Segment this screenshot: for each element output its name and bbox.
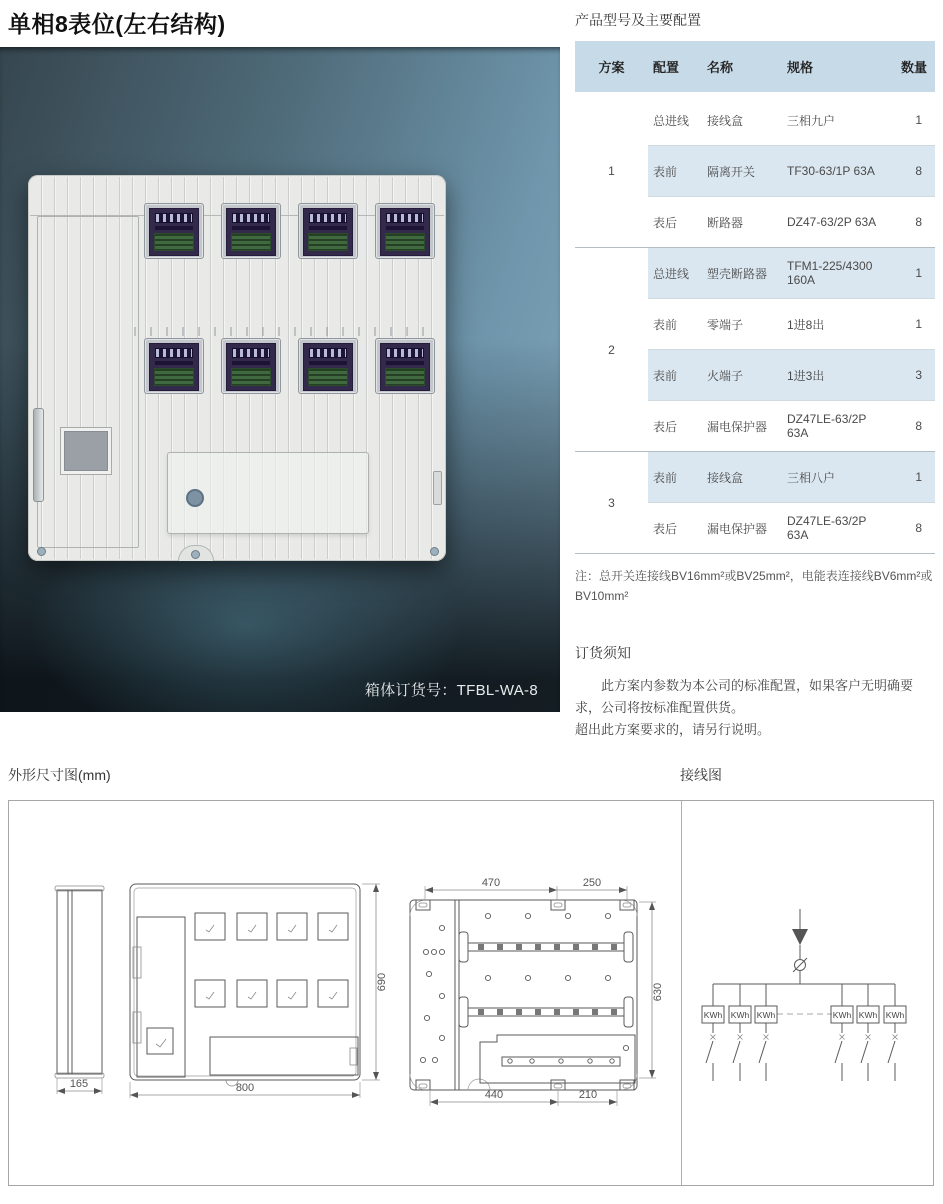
meter-face bbox=[380, 208, 430, 256]
name-cell: 火端子 bbox=[705, 350, 785, 401]
config-cell: 总进线 bbox=[648, 248, 705, 299]
name-cell: 接线盒 bbox=[707, 113, 744, 128]
energy-meter-window bbox=[144, 203, 204, 259]
spec-cell: 1进3出 bbox=[785, 350, 890, 401]
kwh-meter-label: KWh bbox=[832, 1010, 852, 1020]
meter-band bbox=[309, 226, 347, 230]
wiring-note: 注：总开关连接线BV16mm²或BV25mm²，电能表连接线BV6mm²或BV10mm² bbox=[575, 569, 933, 604]
meter-band bbox=[232, 361, 270, 365]
meter-face bbox=[226, 208, 276, 256]
meter-register bbox=[386, 348, 424, 358]
supply-line bbox=[792, 909, 808, 984]
kwh-meter-label: KWh bbox=[858, 1010, 878, 1020]
dim-rear-height-label: 630 bbox=[652, 982, 664, 1002]
dim-side-width-label: 165 bbox=[69, 1078, 89, 1090]
name-cell: 断路器 bbox=[705, 197, 785, 248]
col-header-spec: 规格 bbox=[785, 41, 890, 94]
config-cell: 表后 bbox=[648, 401, 705, 452]
spec-cell: DZ47LE-63/2P 63A bbox=[785, 401, 890, 452]
ordering-text-line2: 超出此方案要求的，请另行说明。 bbox=[575, 721, 771, 737]
screw-icon bbox=[37, 547, 46, 556]
qty-cell: 8 bbox=[890, 197, 935, 248]
meter-face bbox=[303, 208, 353, 256]
scheme-cell: 1 bbox=[608, 164, 615, 178]
qty-cell: 8 bbox=[890, 146, 935, 197]
energy-meter-window bbox=[375, 338, 435, 394]
spec-cell: 三相八户 bbox=[785, 452, 890, 503]
meter-register bbox=[155, 213, 193, 223]
name-cell: 漏电保护器 bbox=[705, 401, 785, 452]
meter-nameplate bbox=[231, 368, 271, 386]
side-view-drawing bbox=[55, 886, 104, 1094]
meter-register bbox=[386, 213, 424, 223]
meter-face bbox=[303, 343, 353, 391]
lock-icon bbox=[186, 489, 204, 507]
name-cell: 漏电保护器 bbox=[705, 503, 785, 554]
scheme-cell: 3 bbox=[575, 452, 648, 554]
spec-cell: 1进8出 bbox=[785, 299, 890, 350]
config-cell: 表后 bbox=[648, 197, 705, 248]
kwh-meter-label: KWh bbox=[703, 1010, 723, 1020]
drawings-panel bbox=[8, 800, 934, 1186]
meter-register bbox=[232, 348, 270, 358]
energy-meter-window bbox=[298, 203, 358, 259]
notch-strip bbox=[134, 327, 438, 336]
config-cell: 表前 bbox=[648, 350, 705, 401]
qty-cell: 8 bbox=[890, 503, 935, 554]
qty-cell: 1 bbox=[915, 113, 922, 127]
ordering-title: 订货须知 bbox=[575, 644, 631, 661]
meter-nameplate bbox=[231, 233, 271, 251]
meter-nameplate bbox=[154, 368, 194, 386]
table-row bbox=[575, 94, 935, 146]
meter-box-door bbox=[37, 216, 139, 548]
energy-meter-window bbox=[375, 203, 435, 259]
bottom-access-panel bbox=[167, 452, 369, 534]
config-cell: 表前 bbox=[648, 452, 705, 503]
box-order-number: 箱体订货号：TFBL-WA-8 bbox=[364, 682, 538, 699]
kwh-meter-label: KWh bbox=[885, 1010, 905, 1020]
supply-arrow-icon bbox=[792, 929, 808, 945]
meter-face bbox=[149, 208, 199, 256]
dim-rear-bottom-left-label: 440 bbox=[484, 1089, 504, 1101]
meter-nameplate bbox=[154, 233, 194, 251]
qty-cell: 1 bbox=[890, 452, 935, 503]
spec-cell: DZ47LE-63/2P 63A bbox=[785, 503, 890, 554]
meter-nameplate bbox=[308, 233, 348, 251]
scheme-cell: 2 bbox=[575, 248, 648, 452]
meter-nameplate bbox=[385, 368, 425, 386]
door-window-glass bbox=[64, 431, 108, 471]
meter-register bbox=[309, 213, 347, 223]
dim-rear-bottom-right-label: 210 bbox=[578, 1089, 598, 1101]
config-cell: 总进线 bbox=[653, 113, 690, 128]
rear-view-drawing bbox=[410, 877, 664, 1106]
meter-register bbox=[155, 348, 193, 358]
meter-register bbox=[232, 213, 270, 223]
wiring-diagram-title: 接线图 bbox=[680, 767, 722, 783]
energy-meter-window bbox=[221, 338, 281, 394]
name-cell: 塑壳断路器 bbox=[705, 248, 785, 299]
dim-front-height-label: 690 bbox=[376, 972, 388, 992]
spec-cell: TFM1-225/4300 160A bbox=[785, 248, 890, 299]
meter-register bbox=[309, 348, 347, 358]
meter-nameplate bbox=[385, 233, 425, 251]
table-header-row bbox=[575, 41, 935, 94]
qty-cell: 1 bbox=[890, 299, 935, 350]
door-window bbox=[60, 427, 112, 475]
meter-band bbox=[309, 361, 347, 365]
meter-face bbox=[149, 343, 199, 391]
energy-meter-window bbox=[221, 203, 281, 259]
kwh-meter-label: KWh bbox=[730, 1010, 750, 1020]
configuration-section bbox=[575, 10, 935, 741]
ordering-text-line1: 此方案内参数为本公司的标准配置，如果客户无明确要求，公司将按标准配置供货。 bbox=[575, 677, 914, 715]
dim-rear-top-right-label: 250 bbox=[582, 877, 602, 889]
dim-front-width-label: 800 bbox=[235, 1082, 255, 1094]
right-latch-slot bbox=[433, 471, 442, 505]
screw-icon bbox=[430, 547, 439, 556]
qty-cell: 3 bbox=[890, 350, 935, 401]
dim-rear-top-left-label: 470 bbox=[481, 877, 501, 889]
meter-band bbox=[155, 361, 193, 365]
table-title: 产品型号及主要配置 bbox=[575, 12, 701, 28]
meter-box bbox=[28, 175, 446, 561]
dimension-drawings bbox=[10, 810, 670, 1182]
name-cell: 接线盒 bbox=[705, 452, 785, 503]
qty-cell: 8 bbox=[890, 401, 935, 452]
config-cell: 表前 bbox=[648, 146, 705, 197]
table-row bbox=[575, 248, 935, 299]
energy-meter-window bbox=[298, 338, 358, 394]
door-handle bbox=[33, 408, 44, 502]
meter-band bbox=[386, 361, 424, 365]
kwh-meter-label: KWh bbox=[756, 1010, 776, 1020]
meter-face bbox=[226, 343, 276, 391]
name-cell: 零端子 bbox=[705, 299, 785, 350]
table-row bbox=[575, 452, 935, 503]
spec-cell: 三相九户 bbox=[787, 113, 836, 128]
screw-icon bbox=[191, 550, 200, 559]
col-header-scheme: 方案 bbox=[575, 41, 648, 94]
meter-nameplate bbox=[308, 368, 348, 386]
meter-band bbox=[386, 226, 424, 230]
wiring-diagram bbox=[681, 801, 934, 1185]
config-cell: 表前 bbox=[648, 299, 705, 350]
meter-face bbox=[380, 343, 430, 391]
name-cell: 隔离开关 bbox=[705, 146, 785, 197]
col-header-name: 名称 bbox=[705, 41, 785, 94]
energy-meter-window bbox=[144, 338, 204, 394]
meter-band bbox=[232, 226, 270, 230]
config-cell: 表后 bbox=[648, 503, 705, 554]
product-photo bbox=[0, 47, 560, 712]
dimension-drawing-title: 外形尺寸图(mm) bbox=[8, 767, 111, 783]
col-header-config: 配置 bbox=[648, 41, 705, 94]
col-header-qty: 数量 bbox=[890, 41, 935, 94]
meter-band bbox=[155, 226, 193, 230]
config-table bbox=[575, 41, 935, 554]
front-view-drawing bbox=[130, 884, 388, 1098]
qty-cell: 1 bbox=[890, 248, 935, 299]
spec-cell: TF30-63/1P 63A bbox=[785, 146, 890, 197]
spec-cell: DZ47-63/2P 63A bbox=[785, 197, 890, 248]
page-title: 单相8表位(左右结构) bbox=[8, 11, 226, 37]
meter-branches bbox=[702, 984, 906, 1081]
